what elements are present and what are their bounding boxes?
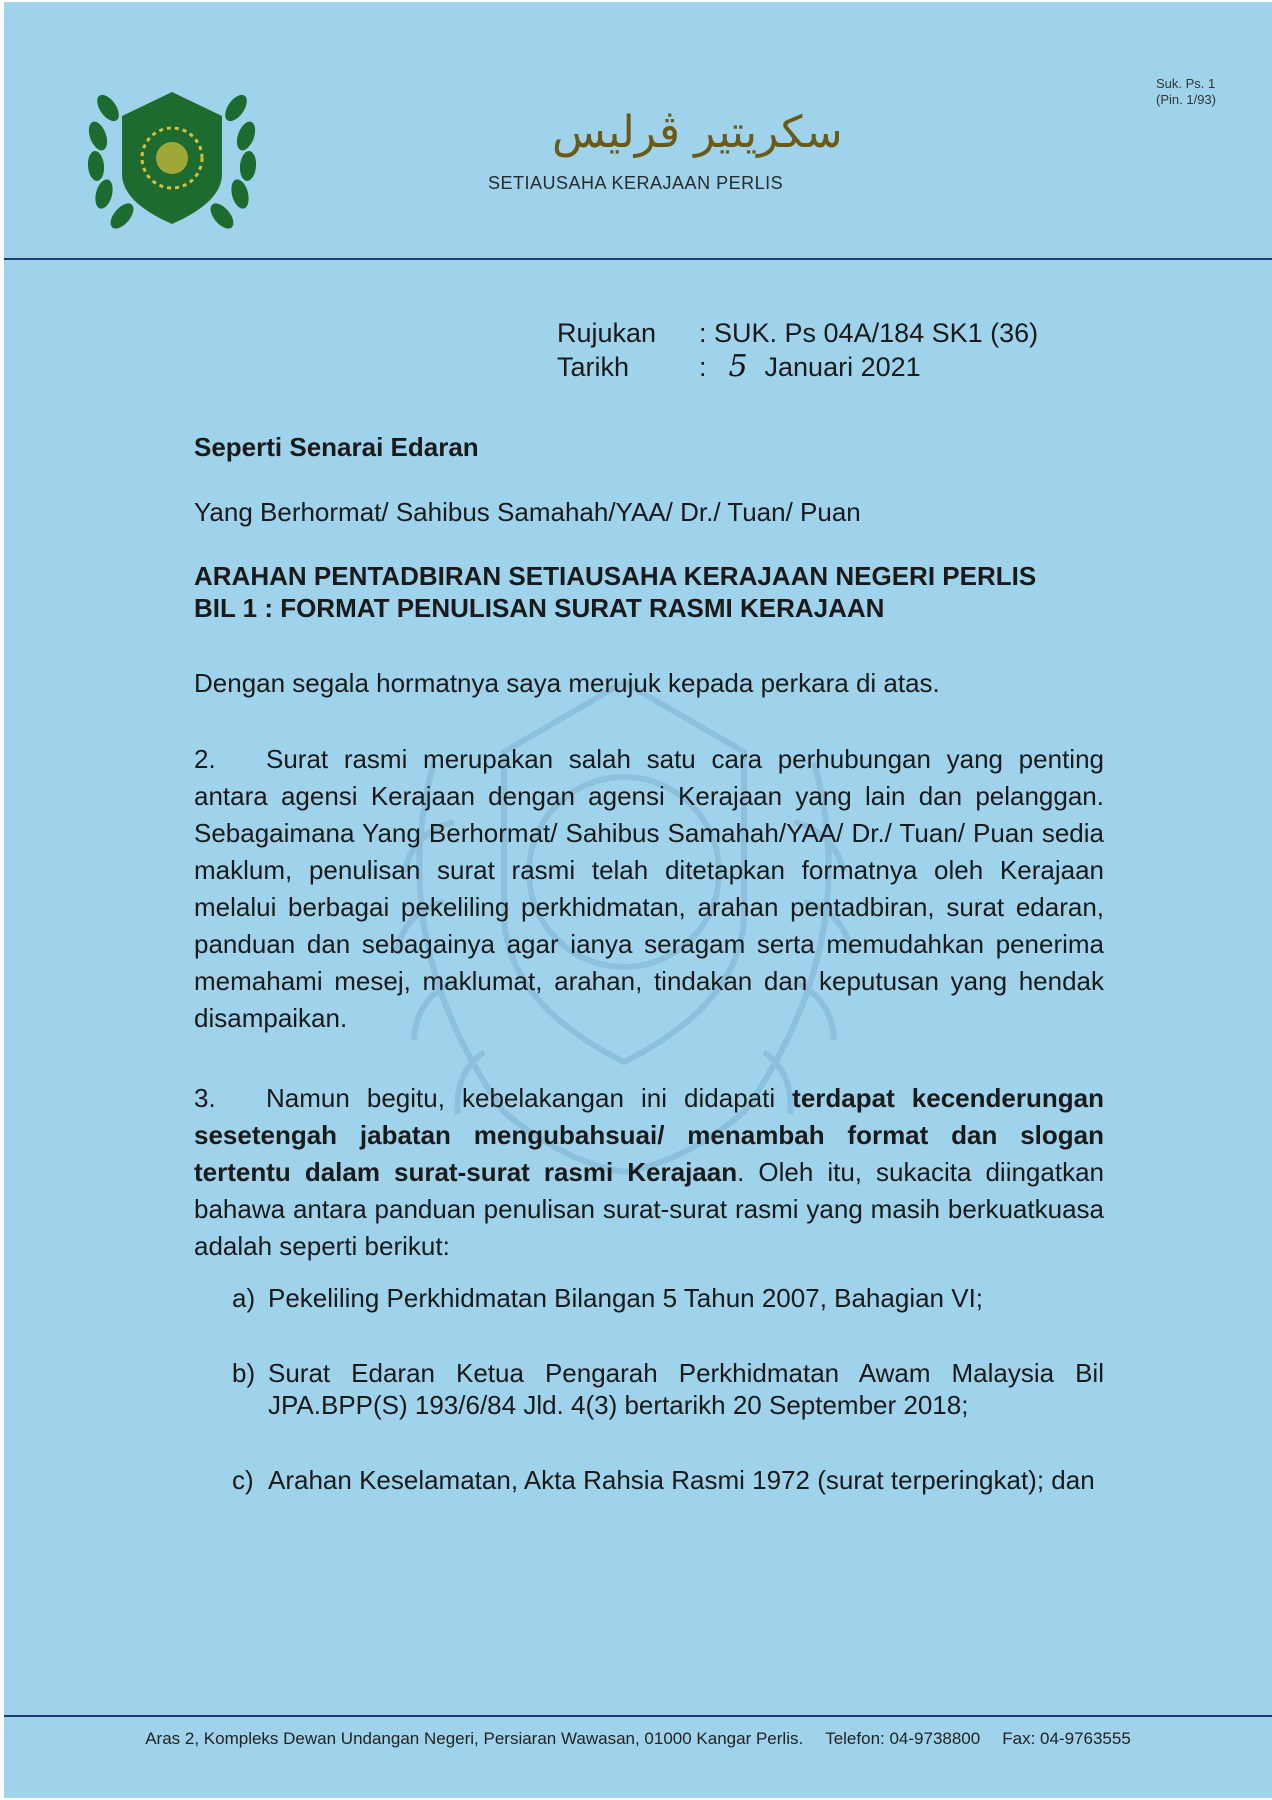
paragraph-text-emphasis: terdapat kecenderungan sesetengah jabatan mengubahsuai/ menambah format dan slogan tertentu dalam surat-surat rasmi Kerajaan — [194, 1083, 1104, 1187]
date-row — [557, 350, 1038, 384]
subject-line-1: ARAHAN PENTADBIRAN SETIAUSAHA KERAJAAN NEGERI PERLIS — [194, 561, 1037, 591]
footer-fax: Fax: 04-9763555 — [1002, 1729, 1131, 1748]
paragraph-3 — [194, 1080, 1104, 1265]
reference-value: : SUK. Ps 04A/184 SK1 (36) — [699, 318, 1039, 348]
paragraph-text-rest: . Oleh itu, sukacita diingatkan bahawa antara panduan penulisan surat-surat rasmi yang masih berkuatkuasa adalah seperti berikut: — [194, 1157, 1104, 1261]
distribution-heading: Seperti Senarai Edaran — [194, 432, 479, 462]
paragraph-2 — [194, 741, 1104, 1037]
footer-phone: Telefon: 04-9738800 — [825, 1729, 981, 1748]
paragraph-text-lead: Namun begitu, kebelakangan ini didapati — [266, 1083, 793, 1113]
list-item-label: b) — [232, 1358, 256, 1388]
guideline-list-item-c — [232, 1464, 1104, 1496]
form-code: Suk. Ps. 1 (Pin. 1/93) — [1156, 76, 1216, 107]
list-item — [232, 1464, 1104, 1496]
reference-block — [557, 316, 1038, 384]
list-item-label: c) — [232, 1465, 254, 1495]
subject-heading — [194, 560, 1104, 624]
opening-paragraph: Dengan segala hormatnya saya merujuk kepada perkara di atas. — [194, 668, 940, 698]
paragraph-number: 2. — [194, 744, 216, 774]
date-value: Januari 2021 — [764, 352, 921, 382]
header-divider — [4, 258, 1272, 260]
date-separator: : — [699, 352, 707, 382]
list-item-text: Surat Edaran Ketua Pengarah Perkhidmatan Awam Malaysia Bil JPA.BPP(S) 193/6/84 Jld. 4(3) bertarikh 20 September 2018; — [268, 1358, 1104, 1420]
reference-label: Rujukan — [557, 318, 657, 348]
date-label: Tarikh — [557, 352, 630, 382]
subject-line-2: BIL 1 : FORMAT PENULISAN SURAT RASMI KERAJAAN — [194, 593, 885, 623]
list-item — [232, 1357, 1104, 1421]
footer-address: Aras 2, Kompleks Dewan Undangan Negeri, Persiaran Wawasan, 01000 Kangar Perlis. — [145, 1729, 804, 1748]
list-item — [232, 1282, 1104, 1314]
footer — [4, 1716, 1272, 1749]
handwritten-day: 5 — [728, 349, 748, 384]
office-name: SETIAUSAHA KERAJAAN PERLIS — [488, 173, 784, 193]
jawi-letterhead-title: سکريتير ڤرليس — [552, 107, 843, 158]
guideline-list-item-b — [232, 1357, 1104, 1421]
paragraph-text: Surat rasmi merupakan salah satu cara perhubungan yang penting antara agensi Kerajaan dengan agensi Kerajaan yang lain dan pelanggan. Sebagaimana Yang Berhormat/ Sahibus Samahah/YAA/ Dr./ Tuan/ Puan sedia maklum, penulisan surat rasmi telah ditetapkan formatnya oleh Kerajaan melalui berbagai pekeliling perkhidmatan, arahan pentadbiran, surat edaran, panduan dan sebagainya agar ianya seragam serta memudahkan penerima memahami mesej, maklumat, arahan, tindakan dan keputusan yang hendak disampaikan. — [194, 744, 1104, 1033]
perlis-crest-logo — [82, 74, 262, 239]
salutation: Yang Berhormat/ Sahibus Samahah/YAA/ Dr./ Tuan/ Puan — [194, 497, 861, 527]
list-item-text: Pekeliling Perkhidmatan Bilangan 5 Tahun 2007, Bahagian VI; — [268, 1283, 984, 1313]
list-item-label: a) — [232, 1283, 256, 1313]
guideline-list-item-a — [232, 1282, 1104, 1314]
list-item-text: Arahan Keselamatan, Akta Rahsia Rasmi 1972 (surat terperingkat); dan — [268, 1465, 1095, 1495]
letter-page — [4, 2, 1272, 1798]
paragraph-number: 3. — [194, 1083, 216, 1113]
reference-row — [557, 316, 1038, 350]
